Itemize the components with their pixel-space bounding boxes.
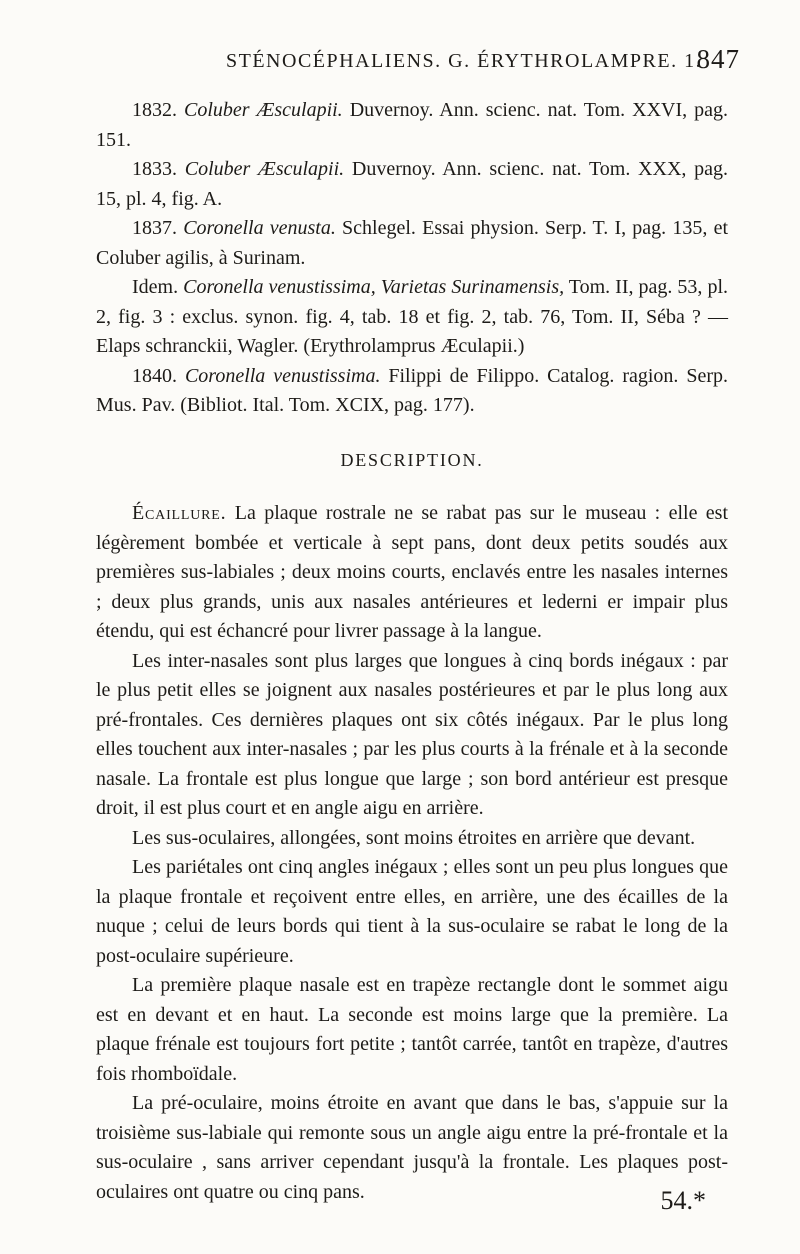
page-body: [96, 96, 728, 1207]
paragraph: Écaillure. La plaque rostrale ne se rabat pas sur le museau : elle est légèrement bombée et verticale à sept pans, dont deux petits soudés aux premières sus-labiales ; deux moins courts, enclavés entre les nasales internes ; deux plus grands, unis aux nasales antérieures et lederni er impair plus étendu, qui est échancré pour livrer passage à la langue.: [96, 502, 728, 642]
reference-entry: Idem. Coronella venustissima, Varietas Surinamensis, Tom. II, pag. 53, pl. 2, fig. 3 : exclus. synon. fig. 4, tab. 18 et fig. 2, tab. 76, Tom. II, Séba ? — Elaps schranckii, Wagler. (Erythrolamprus Æculapii.): [96, 276, 728, 357]
reference-entry: 1837. Coronella venusta. Schlegel. Essai physion. Serp. T. I, pag. 135, et Coluber agilis, à Surinam.: [96, 217, 728, 269]
paragraph: Les sus-oculaires, allongées, sont moins étroites en arrière que devant.: [132, 826, 696, 849]
reference-entry: 1833. Coluber Æsculapii. Duvernoy. Ann. scienc. nat. Tom. XXX, pag. 15, pl. 4, fig. A.: [96, 158, 729, 210]
running-header: [200, 46, 760, 86]
section-heading: DESCRIPTION.: [340, 449, 484, 470]
synonymy-list: [96, 96, 728, 421]
reference-entry: 1832. Coluber Æsculapii. Duvernoy. Ann. scienc. nat. Tom. XXVI, pag. 151.: [96, 99, 729, 151]
reference-entry: 1840. Coronella venustissima. Filippi de Filippo. Catalog. ragion. Serp. Mus. Pav. (Bibliot. Ital. Tom. XCIX, pag. 177).: [96, 364, 728, 416]
page-number: 847: [696, 44, 740, 74]
paragraph: Les inter-nasales sont plus larges que longues à cinq bords inégaux : par le plus petit elles se joignent aux nasales postérieures et par le plus long aux pré-frontales. Ces dernières plaques ont six côtés inégaux. Par le plus long elles touchent aux inter-nasales ; par les plus courts à la frénale et à la seconde nasale. La frontale est plus longue que large ; son bord antérieur est presque droit, il est plus court et en angle aigu en arrière.: [96, 649, 728, 819]
description-section: [96, 499, 728, 1207]
paragraph: La première plaque nasale est en trapèze rectangle dont le sommet aigu est en devant et en haut. La seconde est moins large que la première. La plaque frénale est toujours fort petite ; tantôt carrée, tantôt en trapèze, d'autres fois rhomboïdale.: [96, 974, 728, 1085]
paragraph: La pré-oculaire, moins étroite en avant que dans le bas, s'appuie sur la troisième sus-labiale qui remonte sous un angle aigu entre la pré-frontale et la sus-oculaire , sans arriver cependant jusqu'à la frontale. Les plaques post-oculaires ont quatre ou cinq pans.: [96, 1092, 728, 1203]
running-title: STÉNOCÉPHALIENS. G. ÉRYTHROLAMPRE. 1.: [226, 50, 703, 72]
paragraph: Les pariétales ont cinq angles inégaux ; elles sont un peu plus longues que la plaque frontale et reçoivent entre elles, en arrière, une des écailles de la nuque ; celui de leurs bords qui tient à la sus-oculaire se rabat le long de la post-oculaire supérieure.: [96, 856, 728, 967]
signature-mark: 54.*: [660, 1186, 706, 1215]
